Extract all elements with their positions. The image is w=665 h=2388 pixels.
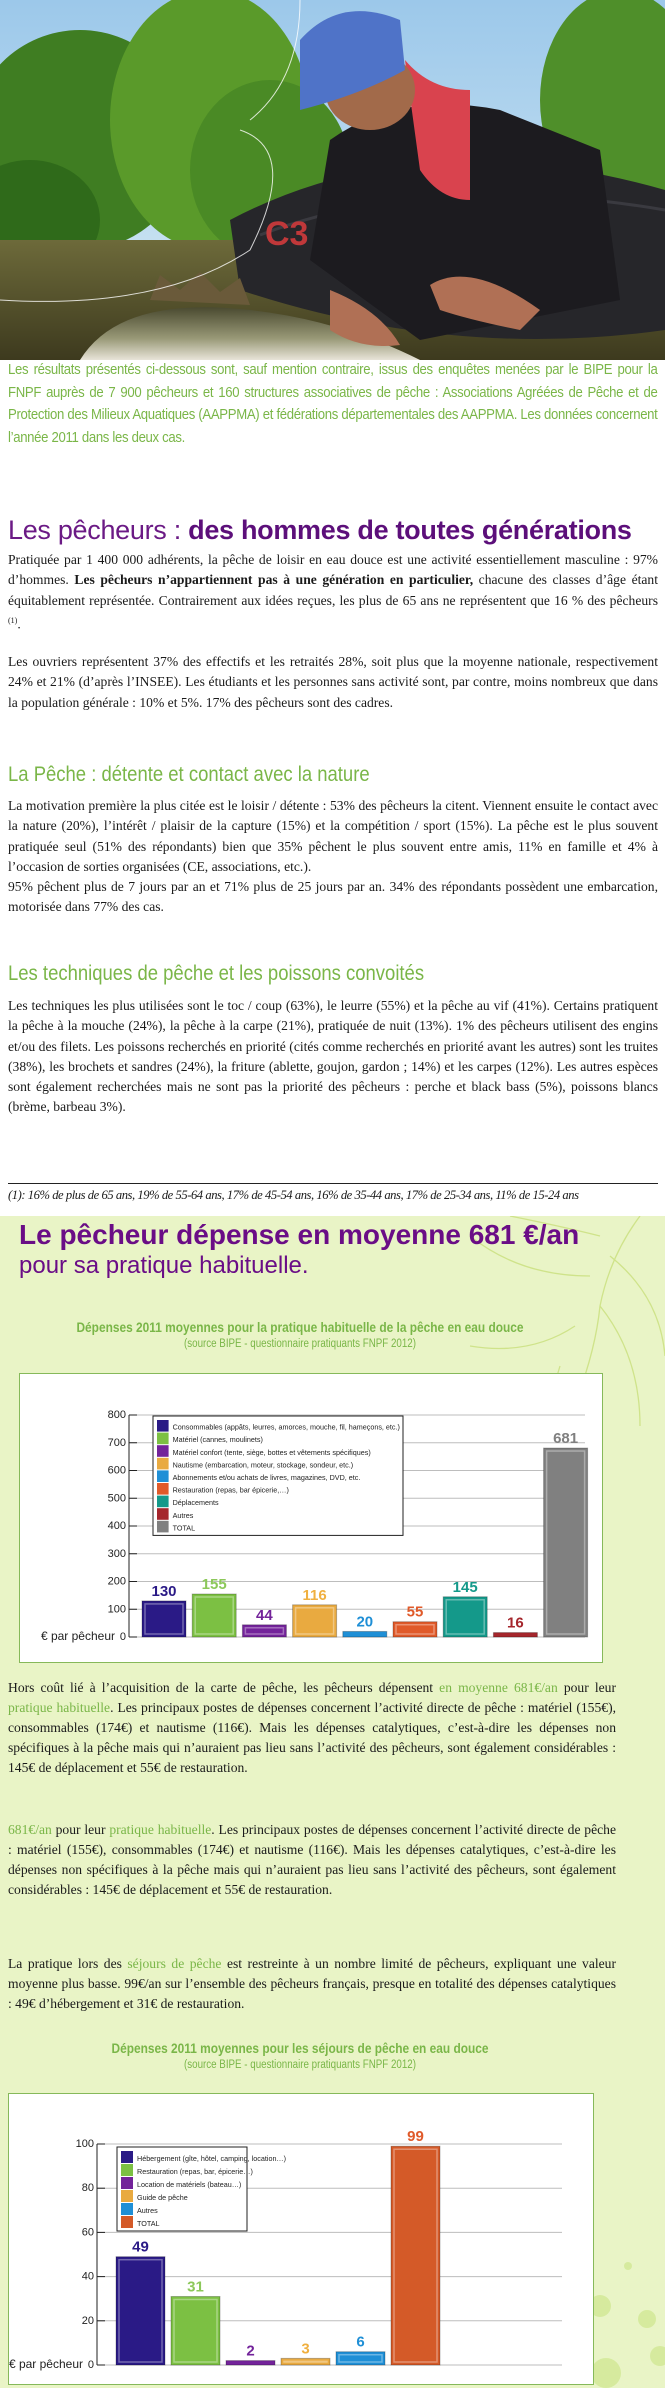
chart1-subtitle: (source BIPE - questionnaire pratiquants FNPF 2012) (183, 1338, 416, 1350)
bar (336, 2352, 385, 2365)
data-label: 99 (407, 2128, 424, 2146)
y-tick-label: 0 (87, 2359, 94, 2371)
bar (391, 2146, 440, 2365)
legend-swatch (157, 1521, 169, 1533)
heading-bold: des hommes de toutes générations (188, 515, 632, 545)
text: est restreinte à un nombre limité de pêcheurs, expliquant une valeur moyenne plus basse. 99€/an sur l’ensemble des pêcheurs français, presque en totalité des dépenses catalytiques : 49€ d’hébergement et 31€ de restauration. (8, 1956, 616, 2011)
bar (226, 2361, 275, 2365)
legend-label: TOTAL (172, 1523, 196, 1533)
intro-paragraph: Les résultats présentés ci-dessous sont, sauf mention contraire, issus des enquêtes menées par le BIPE pour la FNPF auprès de 7 900 pêcheurs et 160 structures associatives de pêche : Associations Agréées de Pêche et de Protection des Milieux Aquatiques (AAPPMA) et fédérations départementales des AAPPMA. Les données concernent l’année 2011 dans les deux cas. (8, 362, 658, 446)
highlight-text: pratique habituelle (8, 1700, 111, 1715)
data-label: 6 (356, 2333, 365, 2351)
y-tick-label: 400 (107, 1520, 126, 1532)
bar-bevel (284, 2361, 327, 2362)
text: . Les principaux postes de dépenses concernent l’activité directe de pêche : matériel (155€), consommables (174€) et nautisme (116€). Mais les dépenses catalytiques, c’est-à-dire les dépenses non spécifiques à la pêche mais qui n’auraient pas lieu sans l’activité des pêcheurs, sont également considérables : 145€ de déplacement et 55€ de restauration. (8, 1700, 617, 1775)
data-label: 55 (406, 1603, 424, 1621)
data-label: 130 (151, 1582, 177, 1600)
text: La pratique lors des (8, 1956, 128, 1971)
heading-light: Les pêcheurs : (8, 515, 189, 545)
text: chacune des classes d’âge étant équitablement représentée. Contrairement aux idées reçues, les plus de 65 ans ne représentent que 16 % des pêcheurs (8, 572, 658, 608)
chart2-subtitle: (source BIPE - questionnaire pratiquants FNPF 2012) (183, 2059, 416, 2071)
text: Hors coût lié à l’acquisition de la carte de pêche, les pêcheurs dépensent (8, 1680, 440, 1695)
bar (544, 1448, 588, 1637)
text: . (17, 616, 21, 632)
legend-label: Matériel (cannes, moulinets) (172, 1435, 263, 1445)
bar (293, 1605, 337, 1637)
y-axis-label: € par pêcheur (9, 2357, 83, 2371)
highlight-text: pratique habituelle (109, 1822, 212, 1837)
y-tick-label: 100 (107, 1603, 126, 1616)
legend-swatch (121, 2177, 133, 2189)
legend-label: Consommables (appâts, leurres, amorces, mouche, fil, hameçons, etc.) (172, 1422, 400, 1432)
bar (171, 2296, 220, 2365)
legend-swatch (157, 1433, 169, 1445)
legend-label: Abonnements et/ou achats de livres, magazines, DVD, etc. (172, 1473, 361, 1482)
y-tick-label: 200 (107, 1575, 126, 1588)
fisherman-photo (0, 0, 665, 360)
bar (242, 1625, 286, 1637)
legend-swatch (157, 1483, 169, 1495)
y-tick-label: 40 (81, 2270, 94, 2283)
legend-swatch (157, 1420, 169, 1432)
spending-headline: Le pêcheur dépense en moyenne 681 €/an (19, 1219, 580, 1250)
section-heading-detente: La Pêche : détente et contact avec la nature (8, 763, 370, 786)
highlight-text: 681€/an (8, 1822, 52, 1837)
paragraph-motivation: La motivation première la plus citée est le loisir / détente : 53% des pêcheurs la citent. Viennent ensuite le contact avec la nature (20%), l’intérêt / plaisir de la capture (15%) et la compétition / sport (15%). La pêche est le plus souvent pratiquée seul (51% des répondants) bien que 35% pêchent le plus souvent entre amis, 11% en famille et 4% à l’occasion de sorties organisées (CE, associations, etc.). (8, 798, 658, 874)
legend-swatch (157, 1508, 169, 1520)
y-tick-label: 500 (107, 1492, 126, 1505)
legend-swatch (121, 2151, 133, 2163)
legend-swatch (121, 2216, 133, 2228)
text: . Les principaux postes de dépenses concernent l’activité directe de pêche : matériel (155€), consommables (174€) et nautisme (116€). Mais les dépenses catalytiques, c’est-à-dire les dépenses non spécifiques à la pêche mais qui n’auraient pas lieu sans l’activité des pêcheurs, sont également considérables : 145€ de déplacement et 55€ de restauration. (8, 1822, 617, 1897)
data-label: 31 (187, 2278, 204, 2296)
legend-label: Location de matériels (bateau…) (137, 2180, 242, 2189)
chart1-plot (20, 1374, 602, 1662)
y-tick-label: 20 (81, 2314, 94, 2327)
legend-label: TOTAL (137, 2219, 160, 2228)
y-tick-label: 700 (107, 1436, 126, 1449)
section-heading-techniques: Les techniques de pêche et les poissons convoités (8, 962, 425, 985)
chart1-habitual-spending (19, 1373, 603, 1663)
legend-label: Hébergement (gîte, hôtel, camping, location…) (137, 2154, 287, 2163)
data-label: 155 (201, 1575, 227, 1593)
legend-label: Déplacements (172, 1498, 219, 1508)
bar (116, 2257, 165, 2365)
y-tick-label: 0 (119, 1631, 126, 1643)
bar (142, 1601, 186, 1637)
paragraph-spending-1 (8, 1678, 616, 1778)
highlight-text: en moyenne 681€/an (439, 1680, 558, 1695)
paragraph-techniques: Les techniques les plus utilisées sont le toc / coup (63%), le leurre (55%) et la pêche au vif (41%). Certains pratiquent la pêche à la mouche (24%), la pêche à la carpe (21%), pratiquée de nuit (13%). 1% des pêcheurs utilisent des engins et/ou des filets. Les poissons recherchés en priorité (cités comme recherchés en priorité avant les autres) sont les truites (38%), les brochets et sandres (24%), la friture (ablette, goujon, gardon ; 14%) et les carpes (12%). Les autres espèces sont également recherchées mais ne sont pas la priorité des pêcheurs : perche et black bass (5%), poissons blancs (brème, barbeau 3%). (8, 998, 658, 1115)
highlight-text: séjours de pêche (127, 1956, 222, 1971)
y-tick-label: 300 (107, 1547, 126, 1560)
data-label: 49 (132, 2238, 149, 2256)
section-heading-pecheurs (8, 515, 632, 546)
footnote-divider (8, 1183, 658, 1184)
data-label: 145 (452, 1578, 478, 1596)
spending-subheadline: pour sa pratique habituelle. (19, 1252, 309, 1279)
data-label: 116 (302, 1586, 327, 1604)
text: pour leur (557, 1680, 616, 1695)
bar (493, 1633, 537, 1637)
legend-swatch (121, 2203, 133, 2215)
legend-label: Restauration (repas, bar, épicerie…) (137, 2167, 253, 2176)
legend-label: Nautisme (embarcation, moteur, stockage, sondeur, etc.) (172, 1460, 354, 1470)
legend-swatch (121, 2164, 133, 2176)
data-label: 2 (246, 2342, 255, 2360)
hero-photo (0, 0, 665, 360)
paragraph-generations (8, 550, 658, 635)
legend-label: Restauration (repas, bar épicerie,…) (172, 1485, 289, 1495)
footnote: (1): 16% de plus de 65 ans, 19% de 55-64 ans, 17% de 45-54 ans, 16% de 35-44 ans, 17% de 25-34 ans, 11% de 15-24 ans (8, 1188, 579, 1202)
legend-label: Matériel confort (tente, siège, bottes et vêtements spécifiques) (172, 1447, 371, 1457)
bar (343, 1631, 387, 1637)
paragraph-spending-2 (8, 1820, 616, 1900)
legend-label: Autres (137, 2206, 158, 2215)
data-label: 681 (553, 1430, 579, 1448)
paragraph-sejours (8, 1954, 616, 2014)
bold-text: Les pêcheurs n’appartiennent pas à une génération en particulier, (74, 572, 474, 588)
paragraph-frequency: 95% pêchent plus de 7 jours par an et 71% plus de 25 jours par an. 34% des répondants possèdent une embarcation, motorisée dans 77% des cas. (8, 879, 658, 915)
legend-swatch (157, 1445, 169, 1457)
legend-label: Autres (172, 1510, 194, 1520)
paragraph-professions: Les ouvriers représentent 37% des effectifs et les retraités 28%, soit plus que la moyenne nationale, respectivement 24% et 21% (d’après l’INSEE). Les étudiants et les personnes sans activité sont, par contre, moins nombreux que dans la population générale : 10% et 5%. 17% des pêcheurs sont des cadres. (8, 654, 658, 710)
y-tick-label: 800 (107, 1409, 126, 1421)
data-label: 20 (356, 1613, 374, 1631)
data-label: 3 (301, 2340, 310, 2358)
legend-label: Guide de pêche (137, 2193, 188, 2202)
chart1-title: Dépenses 2011 moyennes pour la pratique habituelle de la pêche en eau douce (76, 1319, 524, 1335)
y-tick-label: 80 (81, 2182, 94, 2195)
bar (192, 1594, 236, 1637)
y-tick-label: 100 (75, 2138, 94, 2150)
footnote-ref: (1) (8, 615, 18, 625)
boat-lettering: C3 (265, 215, 309, 253)
chart2-plot (9, 2094, 593, 2384)
y-tick-label: 600 (107, 1464, 126, 1477)
chart2-sejours-spending (8, 2093, 594, 2385)
bar (443, 1597, 487, 1637)
legend-swatch (121, 2190, 133, 2202)
data-label: 44 (256, 1606, 273, 1624)
legend-swatch (157, 1496, 169, 1508)
y-tick-label: 60 (81, 2226, 94, 2239)
y-axis-label: € par pêcheur (40, 1629, 115, 1643)
legend-swatch (157, 1458, 169, 1470)
legend-swatch (157, 1470, 169, 1482)
chart2-title: Dépenses 2011 moyennes pour les séjours de pêche en eau douce (111, 2040, 489, 2056)
text: pour leur (51, 1822, 110, 1837)
text: Pratiquée par 1 400 000 adhérents, la pêche de loisir en eau douce est une activité essentiellement masculine : 97% d’hommes. (8, 552, 658, 588)
data-label: 16 (507, 1614, 524, 1632)
